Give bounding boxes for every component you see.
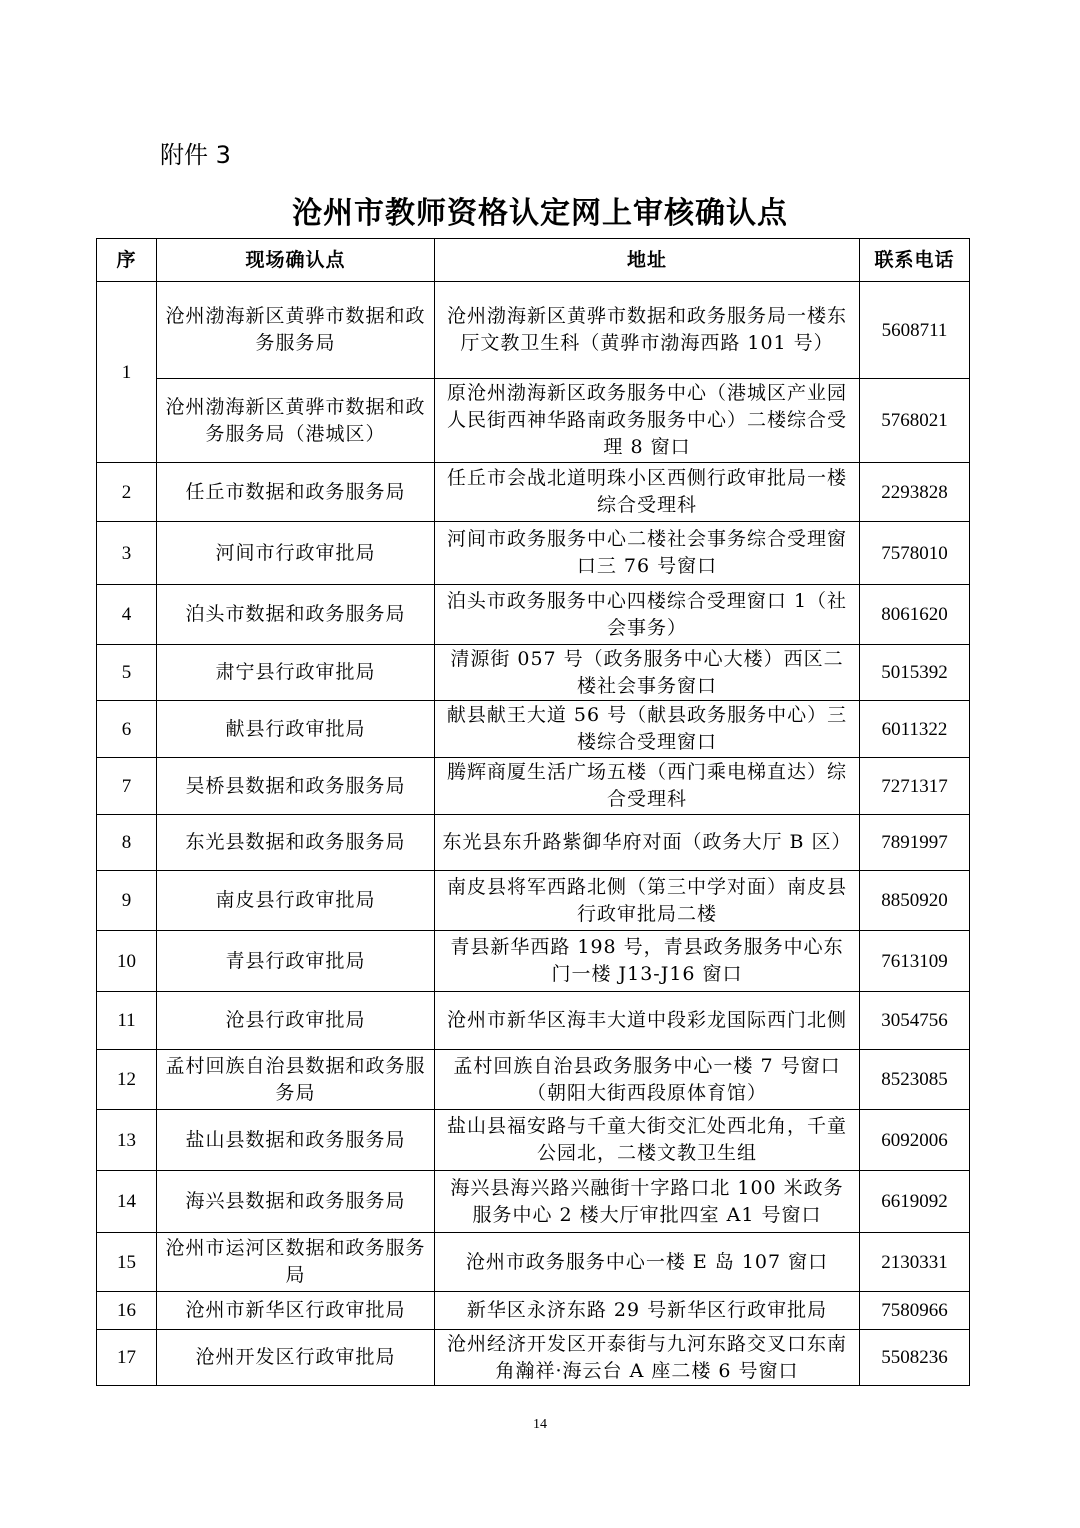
row-seq: 15 [97,1233,157,1292]
row-site: 南皮县行政审批局 [157,871,435,931]
row-site: 沧州市运河区数据和政务服务局 [157,1233,435,1292]
row-address: 河间市政务服务中心二楼社会事务综合受理窗口三 76 号窗口 [435,522,860,585]
row-seq: 16 [97,1292,157,1330]
row-site: 沧县行政审批局 [157,992,435,1050]
row-seq: 11 [97,992,157,1050]
row-address: 泊头市政务服务中心四楼综合受理窗口 1（社会事务） [435,585,860,645]
row-seq: 1 [97,282,157,463]
row-phone: 5508236 [860,1330,970,1386]
header-site: 现场确认点 [157,239,435,282]
row-phone: 5015392 [860,645,970,701]
row-seq: 10 [97,931,157,992]
row-address: 任丘市会战北道明珠小区西侧行政审批局一楼综合受理科 [435,463,860,522]
row-seq: 7 [97,758,157,815]
row-site: 泊头市数据和政务服务局 [157,585,435,645]
row-address: 东光县东升路紫御华府对面（政务大厅 B 区） [435,815,860,871]
row-address: 南皮县将军西路北侧（第三中学对面）南皮县行政审批局二楼 [435,871,860,931]
table-header-row [97,239,970,282]
table-row [97,1233,970,1292]
row-phone: 8061620 [860,585,970,645]
row-address: 沧州渤海新区黄骅市数据和政务服务局一楼东厅文教卫生科（黄骅市渤海西路 101 号） [435,282,860,379]
table-row [97,463,970,522]
table-row [97,931,970,992]
row-seq: 9 [97,871,157,931]
confirmation-sites-table [96,238,970,1386]
row-phone: 8850920 [860,871,970,931]
header-phone: 联系电话 [860,239,970,282]
row-seq: 3 [97,522,157,585]
row-site: 沧州市新华区行政审批局 [157,1292,435,1330]
row-seq: 17 [97,1330,157,1386]
row-phone: 5768021 [860,379,970,463]
table-row [97,522,970,585]
table-row [97,1292,970,1330]
row-seq: 6 [97,701,157,758]
row-phone: 6092006 [860,1110,970,1171]
row-site: 东光县数据和政务服务局 [157,815,435,871]
row-address: 沧州市新华区海丰大道中段彩龙国际西门北侧 [435,992,860,1050]
row-site: 青县行政审批局 [157,931,435,992]
row-phone: 8523085 [860,1050,970,1110]
row-address: 献县献王大道 56 号（献县政务服务中心）三楼综合受理窗口 [435,701,860,758]
row-seq: 4 [97,585,157,645]
attachment-label: 附件 3 [160,141,231,169]
row-phone: 7580966 [860,1292,970,1330]
header-address: 地址 [435,239,860,282]
row-phone: 3054756 [860,992,970,1050]
row-phone: 7613109 [860,931,970,992]
row-address: 青县新华西路 198 号，青县政务服务中心东门一楼 J13-J16 窗口 [435,931,860,992]
row-seq: 13 [97,1110,157,1171]
row-address: 海兴县海兴路兴融街十字路口北 100 米政务服务中心 2 楼大厅审批四室 A1 号窗口 [435,1171,860,1233]
table-row [97,815,970,871]
row-address: 沧州市政务服务中心一楼 E 岛 107 窗口 [435,1233,860,1292]
table-row [97,1330,970,1386]
row-address: 原沧州渤海新区政务服务中心（港城区产业园人民街西神华路南政务服务中心）二楼综合受理 8 窗口 [435,379,860,463]
table-row [97,645,970,701]
row-site: 沧州渤海新区黄骅市数据和政务服务局（港城区） [157,379,435,463]
row-address: 沧州经济开发区开泰街与九河东路交叉口东南角瀚祥·海云台 A 座二楼 6 号窗口 [435,1330,860,1386]
row-site: 沧州开发区行政审批局 [157,1330,435,1386]
table-row [97,282,970,379]
table-row [97,1050,970,1110]
row-address: 清源街 057 号（政务服务中心大楼）西区二楼社会事务窗口 [435,645,860,701]
table-row [97,379,970,463]
row-site: 盐山县数据和政务服务局 [157,1110,435,1171]
table-row [97,992,970,1050]
row-phone: 2130331 [860,1233,970,1292]
row-site: 吴桥县数据和政务服务局 [157,758,435,815]
row-phone: 5608711 [860,282,970,379]
row-seq: 2 [97,463,157,522]
row-site: 河间市行政审批局 [157,522,435,585]
table-row [97,1110,970,1171]
row-address: 孟村回族自治县政务服务中心一楼 7 号窗口（朝阳大街西段原体育馆） [435,1050,860,1110]
row-address: 腾辉商厦生活广场五楼（西门乘电梯直达）综合受理科 [435,758,860,815]
row-phone: 7891997 [860,815,970,871]
row-site: 孟村回族自治县数据和政务服务局 [157,1050,435,1110]
row-site: 肃宁县行政审批局 [157,645,435,701]
page-number: 14 [533,1417,547,1432]
header-seq: 序 [97,239,157,282]
row-seq: 8 [97,815,157,871]
table-row [97,871,970,931]
row-site: 献县行政审批局 [157,701,435,758]
row-seq: 12 [97,1050,157,1110]
row-seq: 5 [97,645,157,701]
row-seq: 14 [97,1171,157,1233]
row-site: 海兴县数据和政务服务局 [157,1171,435,1233]
row-address: 盐山县福安路与千童大街交汇处西北角，千童公园北，二楼文教卫生组 [435,1110,860,1171]
row-site: 任丘市数据和政务服务局 [157,463,435,522]
table-row [97,758,970,815]
row-phone: 2293828 [860,463,970,522]
table-row [97,585,970,645]
table-row [97,1171,970,1233]
document-title: 沧州市教师资格认定网上审核确认点 [292,196,788,231]
row-address: 新华区永济东路 29 号新华区行政审批局 [435,1292,860,1330]
row-phone: 6619092 [860,1171,970,1233]
row-phone: 6011322 [860,701,970,758]
row-phone: 7271317 [860,758,970,815]
row-site: 沧州渤海新区黄骅市数据和政务服务局 [157,282,435,379]
row-phone: 7578010 [860,522,970,585]
table-row [97,701,970,758]
